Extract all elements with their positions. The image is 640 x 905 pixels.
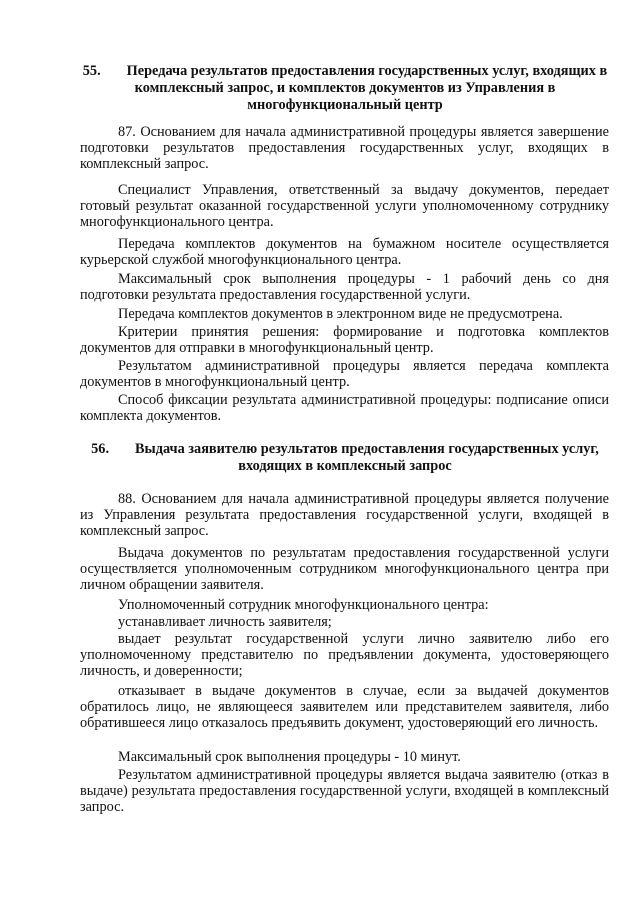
paragraph-56-4: устанавливает личность заявителя;	[118, 614, 332, 630]
paragraph-55-4: Максимальный срок выполнения процедуры - 1 рабочий день со дня подготовки результата предоставления государственной услуги.	[80, 271, 609, 304]
paragraph-88: 88. Основанием для начала административной процедуры является получение из Управления результата предоставления государственной услуги, входящей в комплексный запрос.	[80, 491, 609, 540]
paragraph-55-8: Способ фиксации результата административной процедуры: подписание описи комплекта документов.	[80, 392, 609, 425]
section-55-number: 55.	[82, 63, 101, 79]
paragraph-56-5: выдает результат государственной услуги лично заявителю либо его уполномоченному представителю по предъявлении документа, удостоверяющего личность, и доверенности;	[80, 631, 609, 680]
paragraph-55-3: Передача комплектов документов на бумажном носителе осуществляется курьерской службой многофункционального центра.	[80, 236, 609, 269]
section-55-heading	[80, 63, 610, 114]
section-55-title: Передача результатов предоставления государственных услуг, входящих в комплексный запрос, и комплектов документов из Управления в многофункциональный центр	[126, 63, 608, 113]
paragraph-56-8: Результатом административной процедуры является выдача заявителю (отказ в выдаче) результата предоставления государственной услуги, входящей в комплексный запрос.	[80, 767, 609, 816]
paragraph-56-2: Выдача документов по результатам предоставления государственной услуги осуществляется уполномоченным сотрудником многофункционального центра при личном обращении заявителя.	[80, 545, 609, 594]
section-56-heading	[80, 441, 610, 475]
paragraph-55-2: Специалист Управления, ответственный за выдачу документов, передает готовый результат оказанной государственной услуги уполномоченному сотруднику многофункционального центра.	[80, 182, 609, 231]
paragraph-55-6: Критерии принятия решения: формирование и подготовка комплектов документов для отправки в многофункциональный центр.	[80, 324, 609, 357]
paragraph-56-3: Уполномоченный сотрудник многофункционального центра:	[118, 597, 489, 613]
section-56-title: Выдача заявителю результатов предоставления государственных услуг, входящих в комплексный запрос	[135, 441, 599, 474]
paragraph-56-7: Максимальный срок выполнения процедуры - 10 минут.	[118, 749, 461, 765]
section-56-number: 56.	[91, 441, 110, 457]
paragraph-55-5: Передача комплектов документов в электронном виде не предусмотрена.	[118, 306, 563, 322]
paragraph-56-6: отказывает в выдаче документов в случае, если за выдачей документов обратилось лицо, не являющееся заявителем или представителем заявителя, либо обратившееся лицо отказалось предъявить документ, удостоверяющий его личность.	[80, 683, 609, 732]
paragraph-55-7: Результатом административной процедуры является передача комплекта документов в многофункциональный центр.	[80, 358, 609, 391]
paragraph-87: 87. Основанием для начала административной процедуры является завершение подготовки результатов предоставления государственных услуг, входящих в комплексный запрос.	[80, 124, 609, 173]
